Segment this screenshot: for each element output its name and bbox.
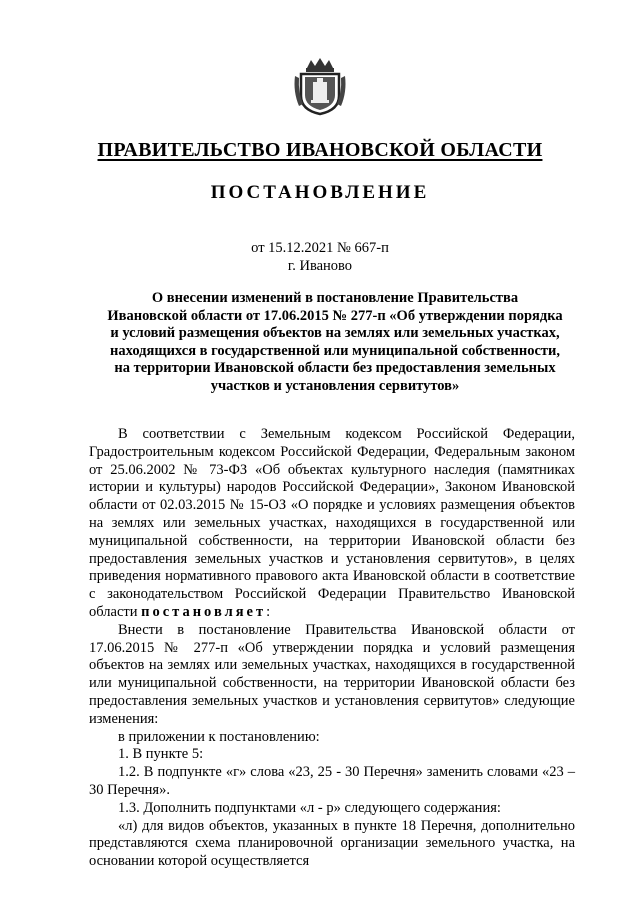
- document-subject: [92, 290, 578, 396]
- body-paragraph: В соответствии с Земельным кодексом Российской Федерации, Градостроительным кодексом Российской Федерации, Федеральным законом от 25.06.2002 № 73-ФЗ «Об объектах культурного наследия (памятниках истории и культуры) народов Российской Федерации», Законом Ивановской области от 02.03.2015 № 15-ОЗ «О порядке и условиях размещения объектов на землях или земельных участках, находящихся в государственной или муниципальной собственности, на территории Ивановской области без предоставления земельных участков и установления сервитутов», в целях приведения нормативного правового акта Ивановской области в соответствие с законодательством Российской Федерации Правительство Ивановской области постановляет:: [89, 426, 575, 620]
- body-paragraph: 1.3. Дополнить подпунктами «л - р» следующего содержания:: [118, 799, 501, 816]
- subject-line: на территории Ивановской области без предоставления земельных: [114, 360, 556, 377]
- resolves-word: постановляет: [141, 603, 267, 620]
- subject-line: находящихся в государственной или муниципальной собственности,: [110, 342, 560, 359]
- subject-line: Ивановской области от 17.06.2015 № 277-п «Об утверждении порядка: [107, 307, 563, 324]
- org-title: ПРАВИТЕЛЬСТВО ИВАНОВСКОЙ ОБЛАСТИ: [97, 139, 543, 161]
- body-paragraph: 1.2. В подпункте «г» слова «23, 25 - 30 Перечня» заменить словами «23 – 30 Перечня».: [89, 764, 575, 798]
- body-paragraph: Внести в постановление Правительства Ивановской области от 17.06.2015 № 277-п «Об утверждении порядка и условий размещения объектов на землях или земельных участках, находящихся в государственной или муниципальной собственности, на территории Ивановской области без предоставления земельных участков и установления сервитутов» следующие изменения:: [89, 621, 575, 727]
- document-type: ПОСТАНОВЛЕНИЕ: [210, 182, 430, 203]
- document-body: [89, 426, 575, 871]
- subject-line: О внесении изменений в постановление Правительства: [151, 290, 519, 306]
- document-city: г. Иваново: [287, 258, 353, 274]
- coat-of-arms-icon: [293, 56, 347, 116]
- body-paragraph: 1. В пункте 5:: [118, 746, 204, 763]
- body-paragraph: «л) для видов объектов, указанных в пункте 18 Перечня, дополнительно представляются схема планировочной организации земельного участка, на основании которой осуществляется: [89, 817, 575, 870]
- body-paragraph: в приложении к постановлению:: [118, 728, 320, 745]
- document-date-number: от 15.12.2021 № 667-п: [251, 240, 389, 256]
- subject-line: и условий размещения объектов на землях или земельных участках,: [110, 325, 560, 342]
- subject-line: участков и установления сервитутов»: [210, 377, 460, 394]
